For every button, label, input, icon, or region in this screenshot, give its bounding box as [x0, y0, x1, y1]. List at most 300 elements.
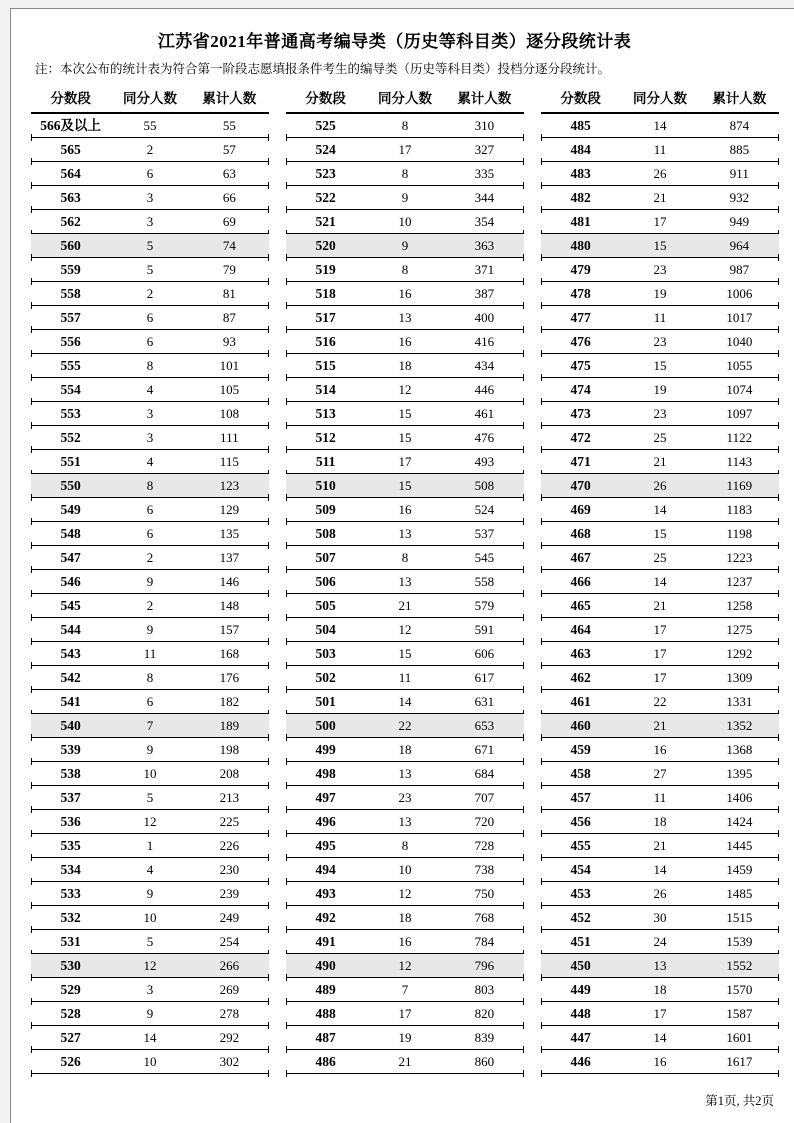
score-cell: 465 — [570, 598, 591, 613]
table-row — [31, 306, 269, 330]
table-row — [286, 162, 524, 186]
same-count-cell: 17 — [398, 1006, 412, 1021]
cumulative-cell: 74 — [222, 238, 236, 253]
same-count-cell: 22 — [398, 718, 412, 733]
same-count-cell: 27 — [653, 766, 667, 781]
same-count-cell: 6 — [146, 166, 154, 181]
cumulative-cell: 213 — [219, 790, 240, 805]
table-row — [541, 402, 779, 426]
score-cell: 523 — [315, 166, 336, 181]
table-row — [286, 234, 524, 258]
table-row — [286, 186, 524, 210]
score-cell: 471 — [570, 454, 591, 469]
table-row — [286, 642, 524, 666]
table-row — [286, 906, 524, 930]
table-row — [31, 882, 269, 906]
table-row — [31, 450, 269, 474]
score-cell: 524 — [315, 142, 336, 157]
cumulative-cell: 101 — [219, 358, 240, 373]
cumulative-cell: 839 — [474, 1030, 495, 1045]
same-count-cell: 15 — [398, 406, 412, 421]
score-cell: 541 — [60, 694, 81, 709]
cumulative-cell: 335 — [474, 166, 495, 181]
cumulative-cell: 123 — [219, 478, 240, 493]
score-cell: 557 — [60, 310, 81, 325]
score-cell: 461 — [570, 694, 591, 709]
cumulative-cell: 129 — [219, 502, 240, 517]
cumulative-cell: 292 — [219, 1030, 240, 1045]
cumulative-cell: 949 — [729, 214, 750, 229]
table-row — [31, 570, 269, 594]
same-count-cell: 17 — [653, 1006, 667, 1021]
score-cell: 564 — [60, 166, 81, 181]
cumulative-cell: 57 — [222, 142, 236, 157]
table-row — [286, 138, 524, 162]
same-count-cell: 23 — [398, 790, 412, 805]
same-count-cell: 4 — [146, 862, 154, 877]
document-page — [10, 8, 794, 1123]
score-cell: 502 — [315, 670, 336, 685]
score-cell: 513 — [315, 406, 336, 421]
same-count-cell: 10 — [398, 862, 412, 877]
score-cell: 476 — [570, 334, 591, 349]
table-row — [31, 498, 269, 522]
cumulative-cell: 964 — [729, 238, 750, 253]
cumulative-cell: 176 — [219, 670, 240, 685]
cumulative-cell: 537 — [474, 526, 495, 541]
table-row — [31, 954, 269, 978]
same-count-cell: 18 — [653, 982, 667, 997]
column-header: 累计人数 — [202, 91, 257, 106]
column-header: 累计人数 — [457, 91, 512, 106]
score-cell: 531 — [60, 934, 81, 949]
score-cell: 522 — [315, 190, 336, 205]
cumulative-cell: 327 — [474, 142, 495, 157]
table-row — [31, 234, 269, 258]
same-count-cell: 23 — [653, 334, 667, 349]
score-cell: 518 — [315, 286, 336, 301]
page-title: 江苏省2021年普通高考编导类（历史等科目类）逐分段统计表 — [157, 32, 632, 51]
score-cell: 545 — [60, 598, 81, 613]
table-row — [31, 546, 269, 570]
table-row — [541, 114, 779, 138]
table-row — [31, 378, 269, 402]
cumulative-cell: 416 — [474, 334, 495, 349]
cumulative-cell: 1040 — [726, 334, 753, 349]
table-row — [286, 882, 524, 906]
cumulative-cell: 434 — [474, 358, 495, 373]
same-count-cell: 1 — [146, 838, 154, 853]
score-cell: 501 — [315, 694, 336, 709]
same-count-cell: 16 — [398, 286, 412, 301]
cumulative-cell: 1198 — [726, 526, 753, 541]
same-count-cell: 4 — [146, 454, 154, 469]
score-cell: 500 — [315, 718, 336, 733]
score-cell: 549 — [60, 502, 81, 517]
score-cell: 544 — [60, 622, 81, 637]
score-cell: 487 — [315, 1030, 336, 1045]
cumulative-cell: 189 — [219, 718, 240, 733]
same-count-cell: 19 — [398, 1030, 412, 1045]
cumulative-cell: 302 — [219, 1054, 240, 1069]
cumulative-cell: 1017 — [726, 310, 753, 325]
score-cell: 482 — [570, 190, 591, 205]
table-row — [541, 762, 779, 786]
cumulative-cell: 1275 — [726, 622, 753, 637]
cumulative-cell: 720 — [474, 814, 495, 829]
same-count-cell: 12 — [398, 382, 412, 397]
score-cell: 464 — [570, 622, 591, 637]
cumulative-cell: 1395 — [726, 766, 753, 781]
cumulative-cell: 707 — [474, 790, 495, 805]
score-cell: 543 — [60, 646, 81, 661]
score-cell: 497 — [315, 790, 336, 805]
cumulative-cell: 1331 — [726, 694, 753, 709]
table-row — [31, 978, 269, 1002]
table-row — [541, 858, 779, 882]
score-cell: 463 — [570, 646, 591, 661]
score-cell: 539 — [60, 742, 81, 757]
table-row — [541, 186, 779, 210]
table-row — [31, 1026, 269, 1050]
table-row — [541, 234, 779, 258]
score-cell: 535 — [60, 838, 81, 853]
score-cell: 560 — [60, 238, 81, 253]
score-cell: 473 — [570, 406, 591, 421]
score-cell: 540 — [60, 718, 81, 733]
table-row — [286, 354, 524, 378]
same-count-cell: 6 — [146, 334, 154, 349]
table-row — [31, 762, 269, 786]
table-row — [286, 930, 524, 954]
score-cell: 491 — [315, 934, 336, 949]
score-cell: 530 — [60, 958, 81, 973]
score-cell: 451 — [570, 934, 591, 949]
score-cell: 546 — [60, 574, 81, 589]
same-count-cell: 12 — [398, 958, 412, 973]
cumulative-cell: 1122 — [726, 430, 753, 445]
score-cell: 562 — [60, 214, 81, 229]
table-row — [31, 282, 269, 306]
score-cell: 506 — [315, 574, 336, 589]
table-row — [286, 786, 524, 810]
cumulative-cell: 784 — [474, 934, 495, 949]
table-row — [541, 450, 779, 474]
score-cell: 492 — [315, 910, 336, 925]
cumulative-cell: 874 — [729, 118, 750, 133]
table-row — [541, 426, 779, 450]
same-count-cell: 3 — [146, 430, 154, 445]
same-count-cell: 16 — [653, 742, 667, 757]
same-count-cell: 22 — [653, 694, 667, 709]
cumulative-cell: 157 — [219, 622, 240, 637]
score-table-1 — [31, 85, 269, 1074]
same-count-cell: 15 — [398, 646, 412, 661]
table-row — [286, 426, 524, 450]
same-count-cell: 8 — [401, 166, 409, 181]
table-row — [31, 522, 269, 546]
same-count-cell: 11 — [653, 790, 667, 805]
same-count-cell: 11 — [143, 646, 157, 661]
table-row — [541, 306, 779, 330]
same-count-cell: 13 — [398, 574, 412, 589]
same-count-cell: 23 — [653, 262, 667, 277]
cumulative-cell: 400 — [474, 310, 495, 325]
same-count-cell: 17 — [653, 214, 667, 229]
score-cell: 488 — [315, 1006, 336, 1021]
cumulative-cell: 148 — [219, 598, 240, 613]
cumulative-cell: 1459 — [726, 862, 753, 877]
same-count-cell: 21 — [653, 190, 667, 205]
score-cell: 503 — [315, 646, 336, 661]
same-count-cell: 15 — [398, 478, 412, 493]
same-count-cell: 18 — [398, 910, 412, 925]
same-count-cell: 8 — [146, 358, 154, 373]
table-row — [541, 834, 779, 858]
cumulative-cell: 1552 — [726, 958, 753, 973]
column-header: 分数段 — [560, 91, 601, 106]
table-row — [31, 858, 269, 882]
cumulative-cell: 55 — [222, 118, 236, 133]
table-row — [286, 954, 524, 978]
score-cell: 480 — [570, 238, 591, 253]
cumulative-cell: 278 — [219, 1006, 240, 1021]
score-cell: 483 — [570, 166, 591, 181]
cumulative-cell: 225 — [219, 814, 240, 829]
cumulative-cell: 579 — [474, 598, 495, 613]
same-count-cell: 18 — [653, 814, 667, 829]
score-table-2 — [286, 85, 524, 1074]
table-row — [286, 666, 524, 690]
same-count-cell: 12 — [398, 622, 412, 637]
same-count-cell: 30 — [653, 910, 667, 925]
table-row — [541, 978, 779, 1002]
score-cell: 510 — [315, 478, 336, 493]
score-cell: 478 — [570, 286, 591, 301]
table-row — [31, 618, 269, 642]
score-cell: 479 — [570, 262, 591, 277]
score-cell: 563 — [60, 190, 81, 205]
cumulative-cell: 796 — [474, 958, 495, 973]
same-count-cell: 6 — [146, 526, 154, 541]
score-cell: 470 — [570, 478, 591, 493]
cumulative-cell: 387 — [474, 286, 495, 301]
table-row — [286, 258, 524, 282]
table-row — [541, 930, 779, 954]
same-count-cell: 15 — [653, 526, 667, 541]
table-row — [541, 810, 779, 834]
same-count-cell: 17 — [653, 646, 667, 661]
same-count-cell: 8 — [401, 262, 409, 277]
score-cell: 499 — [315, 742, 336, 757]
cumulative-cell: 1097 — [726, 406, 753, 421]
same-count-cell: 16 — [653, 1054, 667, 1069]
same-count-cell: 17 — [398, 454, 412, 469]
same-count-cell: 18 — [398, 358, 412, 373]
table-row — [31, 1002, 269, 1026]
score-cell: 511 — [315, 454, 336, 469]
score-cell: 521 — [315, 214, 336, 229]
same-count-cell: 15 — [653, 358, 667, 373]
cumulative-cell: 1074 — [726, 382, 753, 397]
same-count-cell: 16 — [398, 502, 412, 517]
same-count-cell: 9 — [146, 622, 154, 637]
same-count-cell: 6 — [146, 694, 154, 709]
table-row — [286, 114, 524, 138]
same-count-cell: 8 — [401, 550, 409, 565]
score-cell: 512 — [315, 430, 336, 445]
cumulative-cell: 684 — [474, 766, 495, 781]
table-row — [31, 114, 269, 138]
score-cell: 457 — [570, 790, 591, 805]
table-row — [541, 258, 779, 282]
same-count-cell: 9 — [146, 1006, 154, 1021]
score-cell: 462 — [570, 670, 591, 685]
cumulative-cell: 69 — [222, 214, 236, 229]
cumulative-cell: 493 — [474, 454, 495, 469]
table-row — [541, 1002, 779, 1026]
cumulative-cell: 363 — [474, 238, 495, 253]
table-header-row — [541, 85, 779, 114]
tables-container — [31, 85, 779, 1074]
table-row — [541, 546, 779, 570]
table-row — [286, 618, 524, 642]
same-count-cell: 6 — [146, 310, 154, 325]
score-cell: 489 — [315, 982, 336, 997]
table-row — [286, 714, 524, 738]
cumulative-cell: 1587 — [726, 1006, 753, 1021]
same-count-cell: 2 — [146, 142, 154, 157]
cumulative-cell: 1368 — [726, 742, 753, 757]
cumulative-cell: 146 — [219, 574, 240, 589]
score-cell: 454 — [570, 862, 591, 877]
score-cell: 526 — [60, 1054, 81, 1069]
score-cell: 446 — [570, 1054, 591, 1069]
cumulative-cell: 269 — [219, 982, 240, 997]
score-cell: 536 — [60, 814, 81, 829]
cumulative-cell: 1485 — [726, 886, 753, 901]
table-header-row — [31, 85, 269, 114]
same-count-cell: 3 — [146, 982, 154, 997]
table-row — [541, 1026, 779, 1050]
table-row — [541, 162, 779, 186]
score-cell: 558 — [60, 286, 81, 301]
table-row — [541, 690, 779, 714]
same-count-cell: 3 — [146, 406, 154, 421]
same-count-cell: 14 — [143, 1030, 157, 1045]
cumulative-cell: 1424 — [726, 814, 753, 829]
table-row — [286, 570, 524, 594]
cumulative-cell: 1143 — [726, 454, 753, 469]
table-row — [31, 1050, 269, 1074]
table-row — [286, 402, 524, 426]
same-count-cell: 26 — [653, 478, 667, 493]
same-count-cell: 18 — [398, 742, 412, 757]
table-row — [31, 642, 269, 666]
score-cell: 529 — [60, 982, 81, 997]
score-cell: 528 — [60, 1006, 81, 1021]
table-header-row — [286, 85, 524, 114]
score-table-3 — [541, 85, 779, 1074]
cumulative-cell: 803 — [474, 982, 495, 997]
same-count-cell: 21 — [653, 718, 667, 733]
cumulative-cell: 1169 — [726, 478, 753, 493]
table-row — [31, 186, 269, 210]
table-row — [541, 354, 779, 378]
score-cell: 449 — [570, 982, 591, 997]
table-row — [31, 426, 269, 450]
cumulative-cell: 1237 — [726, 574, 753, 589]
score-cell: 533 — [60, 886, 81, 901]
cumulative-cell: 66 — [222, 190, 236, 205]
score-cell: 468 — [570, 526, 591, 541]
cumulative-cell: 617 — [474, 670, 495, 685]
table-row — [31, 714, 269, 738]
score-cell: 515 — [315, 358, 336, 373]
score-cell: 453 — [570, 886, 591, 901]
score-cell: 538 — [60, 766, 81, 781]
score-cell: 494 — [315, 862, 336, 877]
score-cell: 552 — [60, 430, 81, 445]
same-count-cell: 26 — [653, 166, 667, 181]
table-row — [541, 1050, 779, 1074]
table-row — [31, 594, 269, 618]
score-cell: 508 — [315, 526, 336, 541]
score-cell: 495 — [315, 838, 336, 853]
score-cell: 496 — [315, 814, 336, 829]
same-count-cell: 9 — [146, 886, 154, 901]
score-cell: 458 — [570, 766, 591, 781]
same-count-cell: 13 — [398, 310, 412, 325]
score-cell: 504 — [315, 622, 336, 637]
same-count-cell: 10 — [398, 214, 412, 229]
table-row — [31, 138, 269, 162]
score-cell: 516 — [315, 334, 336, 349]
cumulative-cell: 932 — [729, 190, 750, 205]
table-row — [31, 786, 269, 810]
same-count-cell: 17 — [398, 142, 412, 157]
table-row — [541, 378, 779, 402]
cumulative-cell: 87 — [222, 310, 236, 325]
score-cell: 459 — [570, 742, 591, 757]
same-count-cell: 2 — [146, 598, 154, 613]
cumulative-cell: 135 — [219, 526, 240, 541]
score-cell: 517 — [315, 310, 336, 325]
cumulative-cell: 987 — [729, 262, 750, 277]
same-count-cell: 24 — [653, 934, 667, 949]
cumulative-cell: 738 — [474, 862, 495, 877]
table-row — [286, 498, 524, 522]
cumulative-cell: 820 — [474, 1006, 495, 1021]
column-header: 分数段 — [50, 91, 91, 106]
cumulative-cell: 93 — [222, 334, 236, 349]
same-count-cell: 7 — [401, 982, 409, 997]
cumulative-cell: 1006 — [726, 286, 753, 301]
same-count-cell: 12 — [398, 886, 412, 901]
table-row — [286, 978, 524, 1002]
table-row — [31, 666, 269, 690]
table-row — [31, 474, 269, 498]
note-text: 注：本次公布的统计表为符合第一阶段志愿填报条件考生的编导类（历史等科目类）投档分逐分段统计。 — [35, 62, 611, 76]
column-header: 分数段 — [305, 91, 346, 106]
cumulative-cell: 239 — [219, 886, 240, 901]
table-row — [286, 1050, 524, 1074]
cumulative-cell: 226 — [219, 838, 240, 853]
cumulative-cell: 249 — [219, 910, 240, 925]
table-row — [286, 690, 524, 714]
same-count-cell: 15 — [653, 238, 667, 253]
cumulative-cell: 768 — [474, 910, 495, 925]
